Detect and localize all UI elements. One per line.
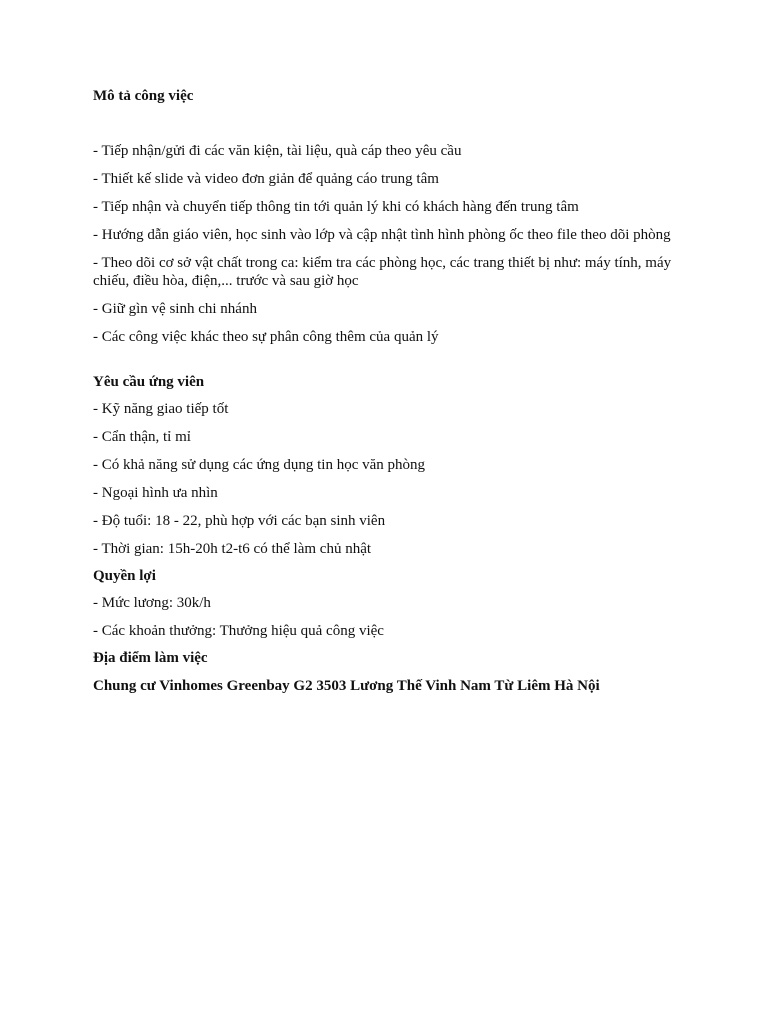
location-address: Chung cư Vinhomes Greenbay G2 3503 Lương Thế Vinh Nam Từ Liêm Hà Nội: [93, 678, 600, 694]
requirements-heading: Yêu cầu ứng viên: [93, 374, 205, 390]
document-page: [93, 86, 683, 696]
benefit-item: - Các khoản thưởng: Thưởng hiệu quả công việc: [93, 623, 384, 639]
requirement-item: - Ngoại hình ưa nhìn: [93, 485, 218, 501]
requirement-item: - Có khả năng sử dụng các ứng dụng tin học văn phòng: [93, 457, 426, 473]
job-description-item: - Tiếp nhận và chuyển tiếp thông tin tới quản lý khi có khách hàng đến trung tâm: [93, 199, 579, 215]
job-description-item: - Hướng dẫn giáo viên, học sinh vào lớp và cập nhật tình hình phòng ốc theo file theo dõi phòng: [93, 227, 671, 243]
job-description-item: - Tiếp nhận/gửi đi các văn kiện, tài liệu, quà cáp theo yêu cầu: [93, 143, 462, 159]
requirement-item: - Thời gian: 15h-20h t2-t6 có thể làm chủ nhật: [93, 541, 372, 557]
job-description-item: - Giữ gìn vệ sinh chi nhánh: [93, 301, 257, 317]
job-description-heading: Mô tả công việc: [93, 88, 194, 104]
job-description-item: - Theo dõi cơ sở vật chất trong ca: kiểm tra các phòng học, các trang thiết bị như: máy tính, máy chiếu, điều hòa, điện,... trước và sau giờ học: [93, 255, 672, 289]
benefit-item: - Mức lương: 30k/h: [93, 595, 211, 611]
job-description-item: - Các công việc khác theo sự phân công thêm của quản lý: [93, 329, 439, 345]
requirement-item: - Kỹ năng giao tiếp tốt: [93, 401, 229, 417]
requirement-item: - Độ tuổi: 18 - 22, phù hợp với các bạn sinh viên: [93, 513, 386, 529]
job-description-item: - Thiết kế slide và video đơn giản để quảng cáo trung tâm: [93, 171, 439, 187]
requirement-item: - Cẩn thận, tỉ mỉ: [93, 429, 191, 445]
benefits-heading: Quyền lợi: [93, 568, 156, 584]
location-heading: Địa điểm làm việc: [93, 650, 208, 666]
